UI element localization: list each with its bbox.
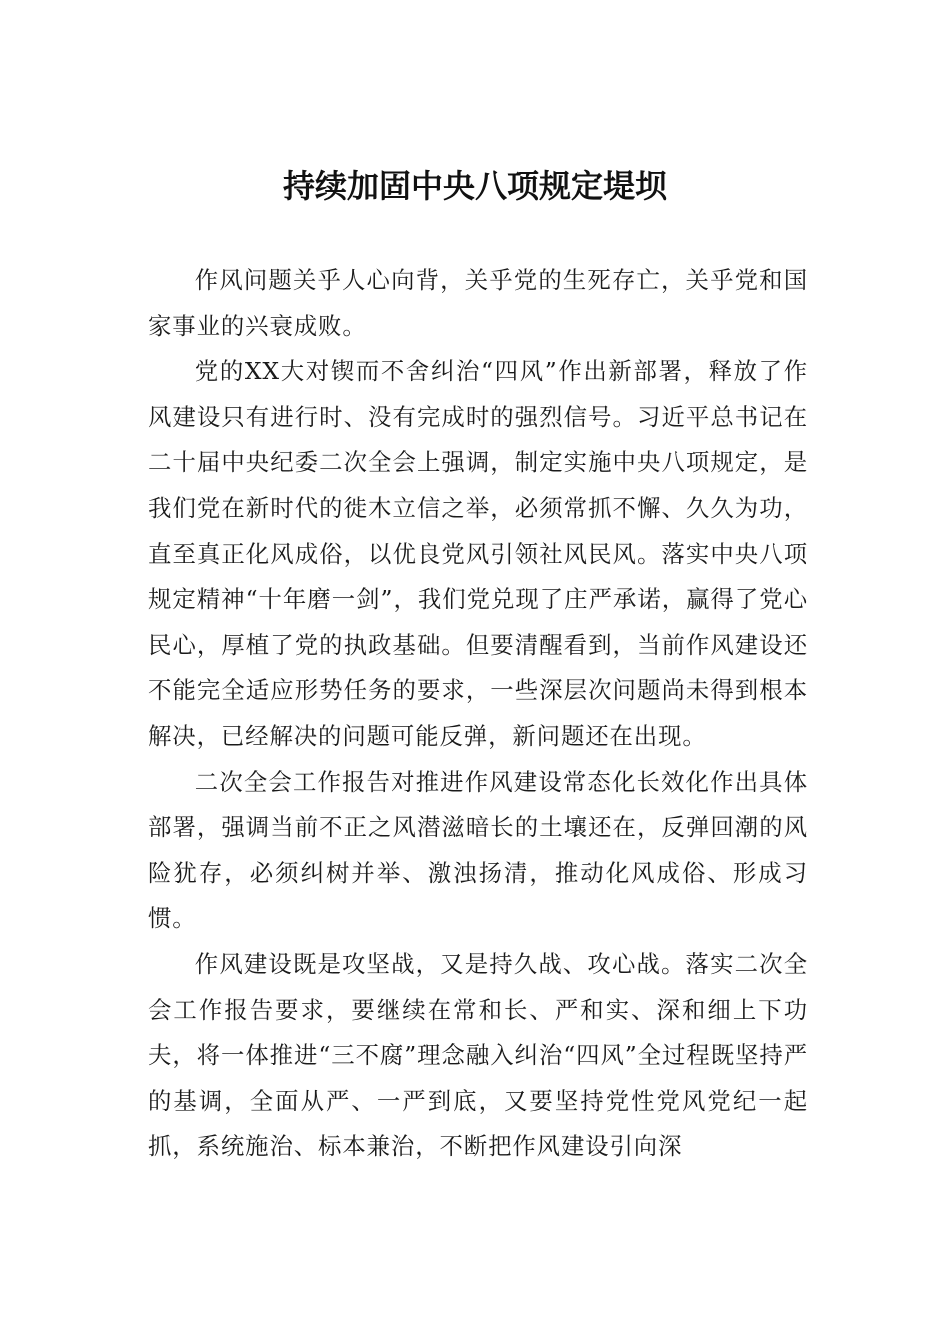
paragraph: 二次全会工作报告对推进作风建设常态化长效化作出具体部署，强调当前不正之风潜滋暗长的土壤还在，反弹回潮的风险犹存，必须纠树并举、激浊扬清，推动化风成俗、形成习惯。 xyxy=(148,767,808,933)
document-body xyxy=(148,258,808,1170)
document-title: 持续加固中央八项规定堤坝 xyxy=(282,167,667,205)
paragraph: 党的XX大对锲而不舍纠治“四风”作出新部署，释放了作风建设只有进行时、没有完成时的强烈信号。习近平总书记在二十届中央纪委二次全会上强调，制定实施中央八项规定，是我们党在新时代的徙木立信之举，必须常抓不懈、久久为功，直至真正化风成俗，以优良党风引领社风民风。落实中央八项规定精神“十年磨一剑”，我们党兑现了庄严承诺，赢得了党心民心，厚植了党的执政基础。但要清醒看到，当前作风建设还不能完全适应形势任务的要求，一些深层次问题尚未得到根本解决，已经解决的问题可能反弹，新问题还在出现。 xyxy=(148,357,808,750)
paragraph: 作风问题关乎人心向背，关乎党的生死存亡，关乎党和国家事业的兴衰成败。 xyxy=(148,266,808,340)
paragraph: 作风建设既是攻坚战，又是持久战、攻心战。落实二次全会工作报告要求，要继续在常和长、严和实、深和细上下功夫，将一体推进“三不腐”理念融入纠治“四风”全过程既坚持严的基调，全面从严、一严到底，又要坚持党性党风党纪一起抓，系统施治、标本兼治，不断把作风建设引向深 xyxy=(148,949,808,1161)
